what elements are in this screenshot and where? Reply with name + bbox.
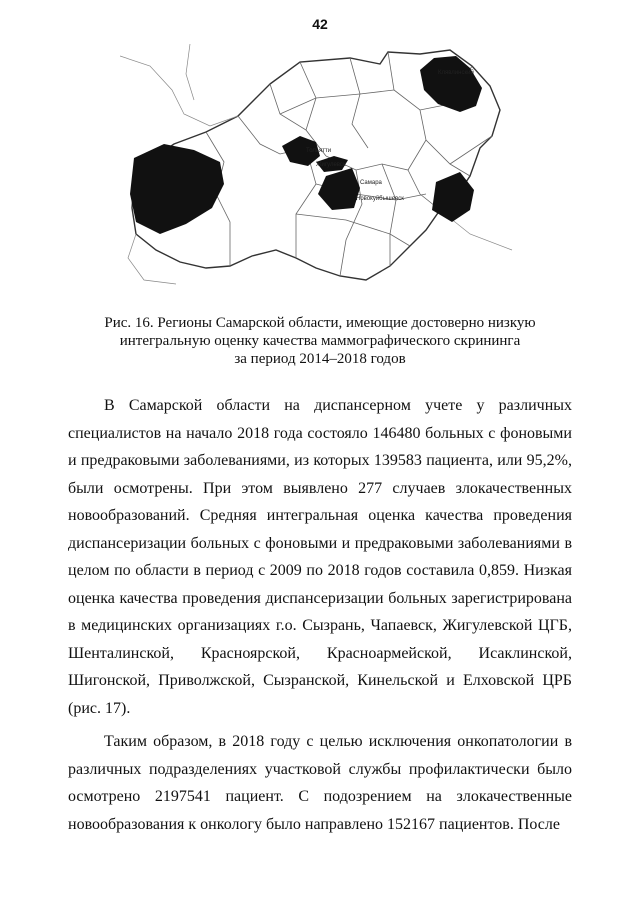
body-text bbox=[68, 392, 572, 844]
map-label-north: Клявлинский bbox=[438, 70, 474, 76]
caption-line: Рис. 16. Регионы Самарской области, имеющие достоверно низкую bbox=[104, 315, 536, 331]
body-paragraph: В Самарской области на диспансерном учете у различных специалистов на начало 2018 года состояло 146480 больных с фоновыми и предраковыми заболеваниями, из которых 139583 пациента, или 95,2%, были осмотрены. При этом выявлено 277 случаев злокачественных новообразований. Средняя интегральная оценка качества проведения диспансеризации больных с фоновыми и предраковыми заболеваниями в целом по области в период с 2009 по 2018 годов составила 0,859. Низкая оценка качества проведения диспансеризации больных зарегистрирована в медицинских организациях г.о. Сызрань, Чапаевск, Жигулевской ЦГБ, Шенталинской, Красноярской, Красноармейской, Исаклинской, Шигонской, Приволжской, Сызранской, Кинельской и Елховской ЦРБ (рис. 17). bbox=[68, 397, 572, 717]
region-map bbox=[120, 44, 520, 286]
body-paragraph: Таким образом, в 2018 году с целью исключения онкопатологии в различных подразделениях участковой службы профилактически было осмотрено 2197541 пациент. С подозрением на злокачественные новообразования к онкологу было направлено 152167 пациентов. После bbox=[68, 733, 572, 833]
caption-line: за период 2014–2018 годов bbox=[234, 351, 406, 367]
caption-line: интегральную оценку качества маммографического скрининга bbox=[119, 333, 521, 349]
map-label-city2: Жигулевск bbox=[316, 162, 346, 168]
figure-caption bbox=[60, 314, 580, 368]
page-number: 42 bbox=[312, 16, 328, 32]
map-label-city1: Тольятти bbox=[306, 148, 332, 154]
region-map-figure bbox=[120, 44, 520, 286]
map-label-city3: Самара bbox=[360, 180, 382, 186]
map-label-city4: Новокуйбышевск bbox=[356, 196, 404, 202]
